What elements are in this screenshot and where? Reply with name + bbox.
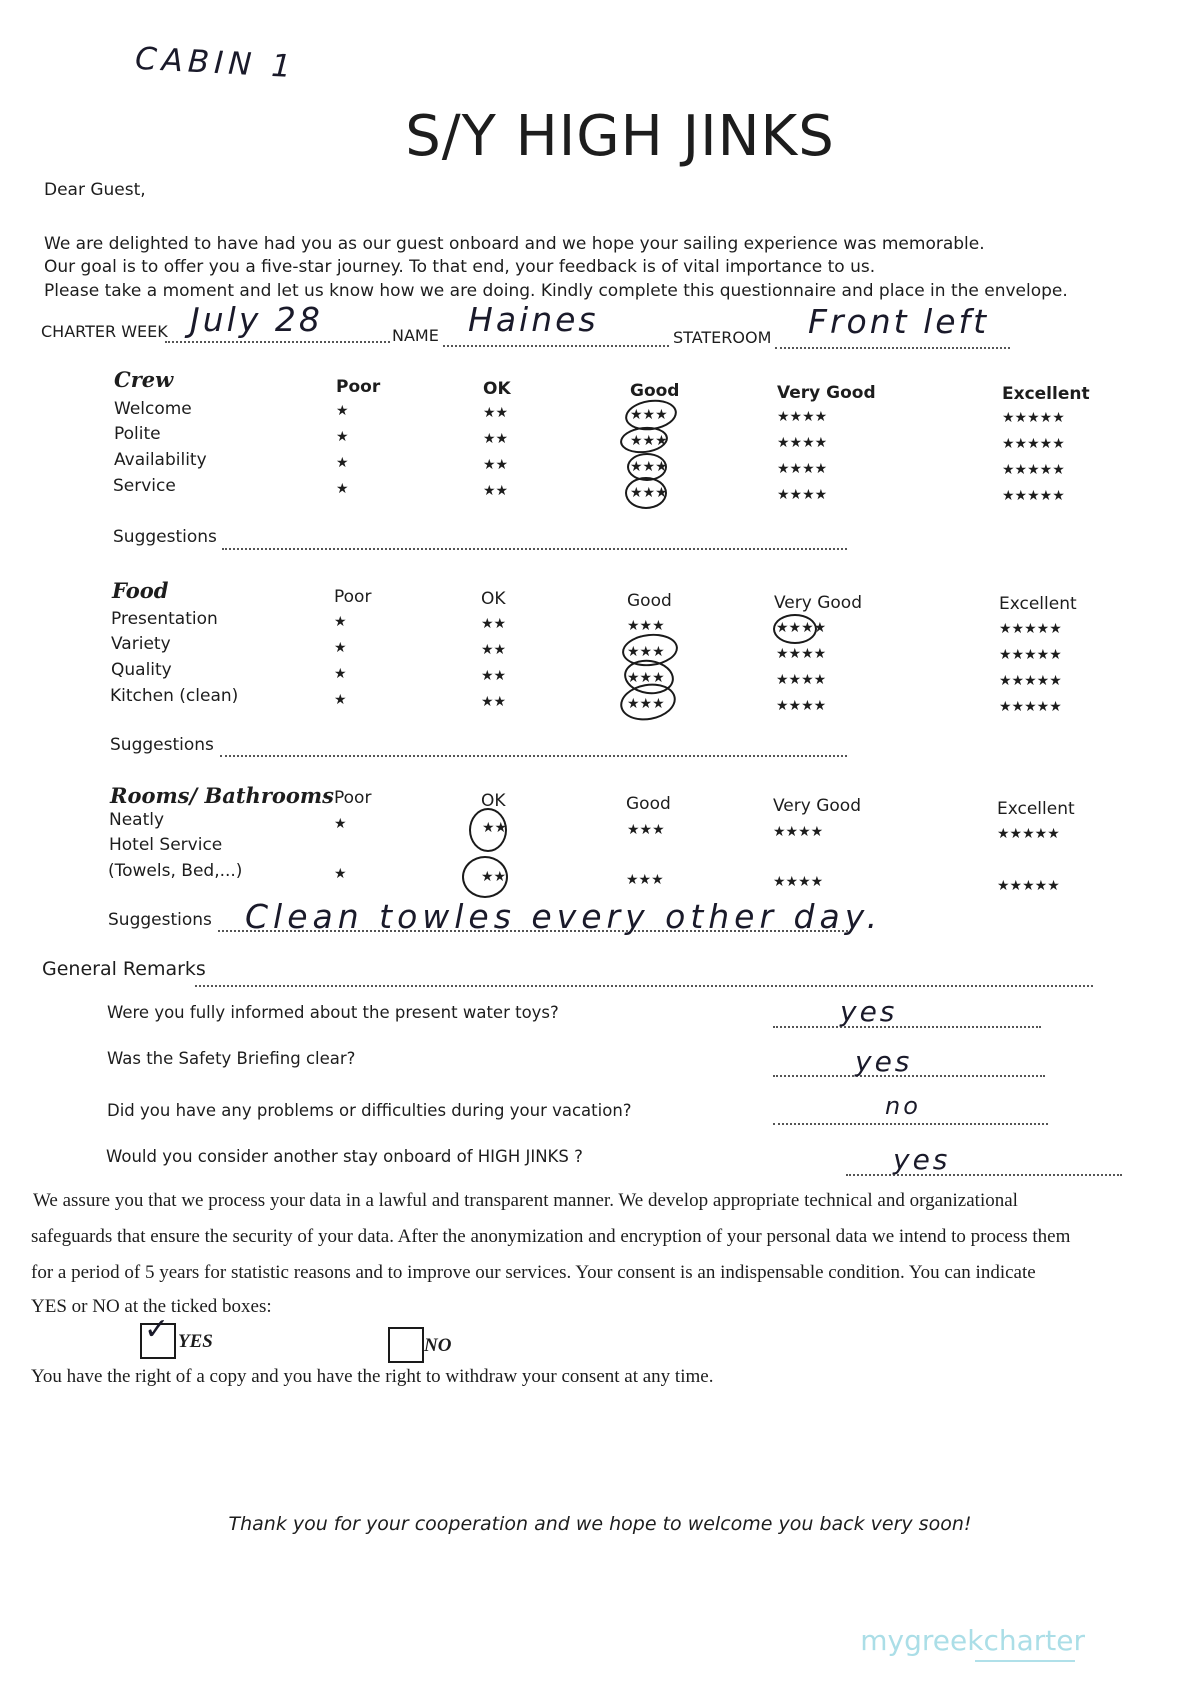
crew-header-ok: OK: [483, 379, 511, 399]
rating-option[interactable]: ★★★★★: [997, 878, 1060, 894]
selection-circle: [625, 477, 667, 509]
food-header-ok: OK: [481, 589, 506, 609]
section-title-rooms: Rooms/ Bathrooms: [110, 783, 334, 808]
rating-option[interactable]: ★: [336, 429, 349, 445]
general-remarks-field[interactable]: [195, 985, 1093, 987]
rating-option[interactable]: ★★: [483, 457, 509, 473]
selection-circle: [462, 856, 508, 898]
consent-yes-label: YES: [178, 1331, 213, 1352]
food-header-good: Good: [627, 591, 672, 611]
rating-option[interactable]: ★: [334, 614, 347, 630]
rating-option[interactable]: ★★★★: [776, 646, 827, 662]
rating-option[interactable]: ★★★★: [777, 409, 828, 425]
rooms-header-excellent: Excellent: [997, 799, 1075, 819]
crew-suggestions-label: Suggestions: [113, 527, 217, 547]
privacy-line-4: YES or NO at the ticked boxes:: [31, 1296, 272, 1317]
rating-option[interactable]: ★★★★★: [999, 647, 1062, 663]
crew-header-good: Good: [630, 381, 680, 401]
cabin-note: CABIN 1: [134, 40, 297, 86]
food-suggestions-field[interactable]: [220, 755, 847, 757]
intro-line-3: Please take a moment and let us know how we are doing. Kindly complete this questionnaire and place in the envelope.: [44, 281, 1068, 301]
rating-option[interactable]: ★★★★★: [999, 673, 1062, 689]
rating-option[interactable]: ★: [336, 403, 349, 419]
privacy-rights: You have the right of a copy and you have the right to withdraw your consent at any time.: [31, 1366, 714, 1387]
rating-option[interactable]: ★★: [483, 431, 509, 447]
rating-option[interactable]: ★★★★★: [999, 699, 1062, 715]
rating-option[interactable]: ★: [334, 692, 347, 708]
stateroom-label: STATEROOM: [673, 328, 772, 347]
selection-circle: [469, 808, 507, 852]
food-header-very-good: Very Good: [774, 593, 862, 613]
rooms-item-hotel-service-detail: (Towels, Bed,...): [108, 861, 243, 881]
rating-option[interactable]: ★★★★★: [1002, 410, 1065, 426]
crew-suggestions-field[interactable]: [222, 548, 847, 550]
answer-another-stay[interactable]: yes: [893, 1143, 951, 1176]
check-mark-icon: ✓: [144, 1312, 170, 1347]
consent-no-checkbox[interactable]: [388, 1327, 424, 1363]
rating-option[interactable]: ★★: [483, 405, 509, 421]
consent-no-label: NO: [424, 1335, 452, 1356]
rating-option[interactable]: ★★★★★: [1002, 462, 1065, 478]
greeting: Dear Guest,: [44, 180, 146, 200]
crew-item-service: Service: [113, 476, 176, 496]
rating-option[interactable]: ★★: [481, 616, 507, 632]
rating-option[interactable]: ★★: [481, 694, 507, 710]
crew-header-very-good: Very Good: [777, 383, 876, 403]
rating-option[interactable]: ★★: [483, 483, 509, 499]
footer-thanks: Thank you for your cooperation and we hope to welcome you back very soon!: [228, 1513, 972, 1535]
rating-option-selected[interactable]: ★★: [482, 820, 508, 836]
food-item-kitchen: Kitchen (clean): [110, 686, 239, 706]
rating-option[interactable]: ★: [334, 816, 347, 832]
rating-option[interactable]: ★★★★: [777, 435, 828, 451]
answer-water-toys[interactable]: yes: [840, 995, 898, 1028]
name-value[interactable]: Haines: [468, 300, 599, 339]
rating-option[interactable]: ★: [334, 866, 347, 882]
answer-safety-briefing[interactable]: yes: [855, 1045, 913, 1078]
food-header-poor: Poor: [334, 587, 372, 607]
rating-option[interactable]: ★★★★: [776, 672, 827, 688]
rooms-item-hotel-service: Hotel Service: [109, 835, 223, 855]
rooms-header-good: Good: [626, 794, 671, 814]
rating-option-selected[interactable]: ★★★: [630, 407, 668, 423]
rating-option-selected[interactable]: ★★★: [627, 670, 665, 686]
rating-option[interactable]: ★★★★: [777, 461, 828, 477]
food-item-presentation: Presentation: [111, 609, 218, 629]
rating-option-selected[interactable]: ★★★: [630, 485, 668, 501]
general-remarks-label: General Remarks: [42, 958, 206, 980]
question-problems: Did you have any problems or difficulties during your vacation?: [107, 1101, 632, 1120]
rating-option-selected[interactable]: ★★★: [630, 459, 668, 475]
rating-option[interactable]: ★★★★: [773, 874, 824, 890]
food-header-excellent: Excellent: [999, 594, 1077, 614]
rating-option[interactable]: ★: [336, 481, 349, 497]
intro-line-2: Our goal is to offer you a five-star journey. To that end, your feedback is of vital importance to us.: [44, 257, 876, 277]
rating-option-selected[interactable]: ★★: [481, 869, 507, 885]
privacy-line-2: safeguards that ensure the security of your data. After the anonymization and encryption of your personal data we intend to process them: [31, 1226, 1071, 1247]
question-another-stay: Would you consider another stay onboard of HIGH JINKS ?: [106, 1147, 583, 1166]
privacy-line-1: We assure you that we process your data in a lawful and transparent manner. We develop appropriate technical and organizational: [33, 1190, 1018, 1211]
rating-option[interactable]: ★★★★★: [1002, 436, 1065, 452]
selection-circle: [773, 614, 817, 644]
rooms-item-neatly: Neatly: [109, 810, 165, 830]
crew-item-polite: Polite: [114, 424, 161, 444]
watermark-logo: mygreekcharter: [860, 1624, 1085, 1657]
rating-option[interactable]: ★★★: [626, 872, 664, 888]
rating-option[interactable]: ★★: [481, 642, 507, 658]
watermark-wave-icon: [975, 1660, 1075, 1666]
rating-option[interactable]: ★★★★: [777, 487, 828, 503]
rating-option-selected[interactable]: ★★★: [630, 433, 668, 449]
rating-option[interactable]: ★★★: [627, 822, 665, 838]
rooms-suggestion-value[interactable]: Clean towles every other day.: [245, 897, 883, 936]
rating-option[interactable]: ★★★★★: [1002, 488, 1065, 504]
answer-problems[interactable]: no: [885, 1092, 921, 1120]
crew-item-welcome: Welcome: [114, 399, 192, 419]
section-title-food: Food: [112, 578, 169, 603]
charter-week-label: CHARTER WEEK: [41, 322, 168, 341]
rooms-header-very-good: Very Good: [773, 796, 861, 816]
rating-option[interactable]: ★: [336, 455, 349, 471]
rating-option[interactable]: ★★★★: [776, 698, 827, 714]
crew-item-availability: Availability: [114, 450, 207, 470]
selection-circle: [619, 425, 669, 456]
rating-option[interactable]: ★★★★★: [997, 826, 1060, 842]
privacy-line-3: for a period of 5 years for statistic reasons and to improve our services. Your consent is an indispensable condition. You can indicate: [31, 1262, 1036, 1283]
question-water-toys: Were you fully informed about the present water toys?: [107, 1003, 559, 1022]
rating-option-selected[interactable]: ★★★: [627, 696, 665, 712]
section-title-crew: Crew: [114, 367, 174, 392]
rating-option[interactable]: ★★: [481, 668, 507, 684]
page-title: S/Y HIGH JINKS: [405, 104, 835, 169]
rating-option[interactable]: ★★★★★: [999, 621, 1062, 637]
rating-option[interactable]: ★: [334, 666, 347, 682]
rating-option-selected[interactable]: ★★★: [627, 644, 665, 660]
rating-option[interactable]: ★★★: [627, 618, 665, 634]
rating-option[interactable]: ★★★★: [773, 824, 824, 840]
rooms-suggestions-label: Suggestions: [108, 910, 212, 930]
rooms-header-poor: Poor: [334, 788, 372, 808]
rooms-header-ok: OK: [481, 791, 506, 811]
stateroom-value[interactable]: Front left: [808, 302, 990, 341]
charter-week-value[interactable]: July 28: [190, 300, 323, 339]
crew-header-poor: Poor: [336, 377, 381, 397]
rating-option[interactable]: ★: [334, 640, 347, 656]
rating-option-selected[interactable]: ★★★★: [776, 620, 827, 636]
question-safety-briefing: Was the Safety Briefing clear?: [107, 1049, 356, 1068]
intro-line-1: We are delighted to have had you as our guest onboard and we hope your sailing experience was memorable.: [44, 234, 985, 254]
name-label: NAME: [392, 326, 439, 345]
food-suggestions-label: Suggestions: [110, 735, 214, 755]
crew-header-excellent: Excellent: [1002, 384, 1090, 404]
food-item-variety: Variety: [111, 634, 171, 654]
food-item-quality: Quality: [111, 660, 172, 680]
